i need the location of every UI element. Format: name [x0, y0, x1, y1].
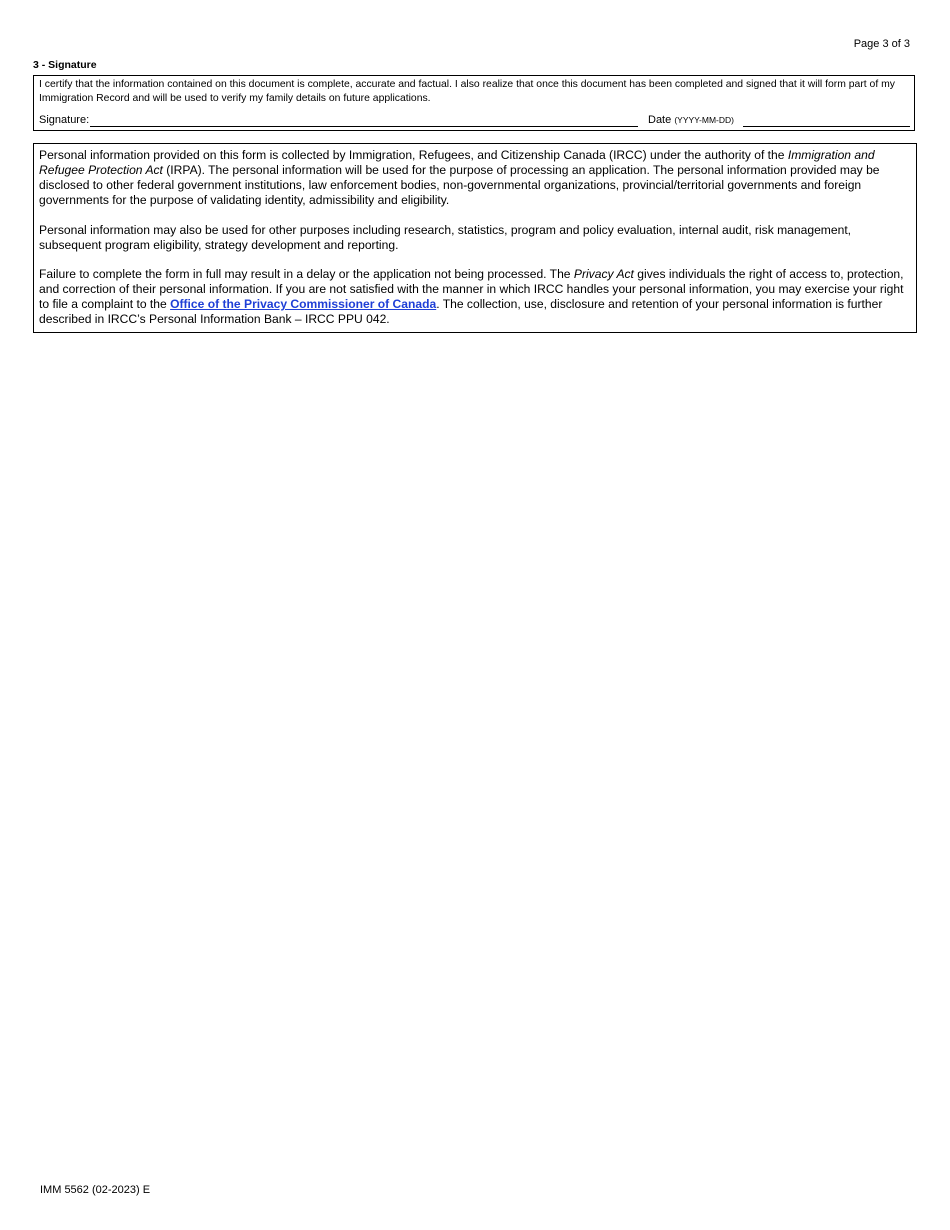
privacy-p3-text-2: gives individuals the right of access to, protection, and correction of their personal information. If you are not satisfied with the manner in which IRCC handles your personal information, you may exercise your right to file a complaint to the — [39, 267, 904, 311]
signature-label: Signature: — [39, 114, 90, 126]
privacy-paragraph-3 — [39, 267, 910, 327]
date-format-hint: (YYYY-MM-DD) — [674, 115, 734, 125]
privacy-p3-text-3: . The collection, use, disclosure and retention of your personal information is further described in IRCC’s Personal Information Bank – IRCC PPU 042. — [39, 297, 883, 326]
privacy-paragraph-1 — [39, 148, 910, 208]
privacy-p1-text-1: Personal information provided on this form is collected by Immigration, Refugees, and Citizenship Canada (IRCC) under the authority of the — [39, 148, 788, 162]
date-label — [648, 114, 734, 126]
certification-text: I certify that the information contained on this document is complete, accurate and factual. I also realize that once this document has been completed and signed that it will form part of my Immigration Record and will be used to verify my family details on future applications. — [39, 79, 895, 104]
signature-box — [33, 75, 915, 131]
privacy-commissioner-link[interactable]: Office of the Privacy Commissioner of Canada — [170, 297, 437, 311]
privacy-p3-text-1: Failure to complete the form in full may result in a delay or the application not being processed. The — [39, 267, 574, 281]
irpa-act-name: Immigration and Refugee Protection Act — [39, 148, 875, 177]
date-label-text: Date — [648, 114, 672, 126]
page-number: Page 3 of 3 — [853, 38, 910, 50]
privacy-notice-box — [33, 143, 917, 333]
section-title: 3 - Signature — [33, 59, 97, 71]
privacy-paragraph-2: Personal information may also be used for other purposes including research, statistics, program and policy evaluation, internal audit, risk management, subsequent program eligibility, strategy development and reporting. — [39, 222, 852, 252]
signature-field[interactable] — [90, 126, 638, 127]
form-code: IMM 5562 (02-2023) E — [40, 1184, 151, 1196]
date-field[interactable] — [743, 126, 910, 127]
privacy-act-name: Privacy Act — [573, 267, 634, 281]
privacy-p1-text-2: (IRPA). The personal information will be used for the purpose of processing an application. The personal information provided may be disclosed to other federal government institutions, law enforcement bodies, non-governmental organizations, provincial/territorial governments and foreign governments for the purpose of validating identity, admissibility and eligibility. — [39, 163, 880, 207]
